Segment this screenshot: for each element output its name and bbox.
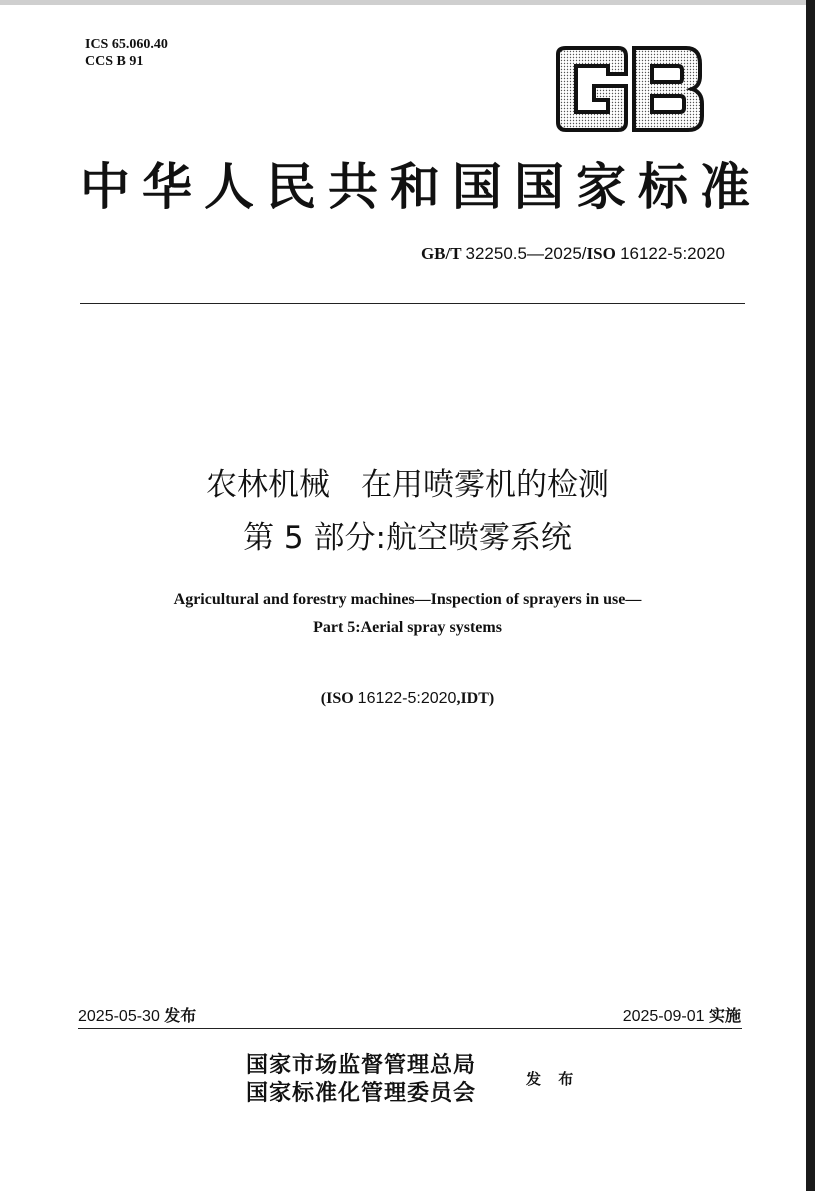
chinese-title-line2: 第 5 部分:航空喷雾系统 xyxy=(243,520,572,556)
issue-date xyxy=(78,1003,196,1026)
equivalence-note xyxy=(40,690,775,708)
iso-code: 16122-5:2020 xyxy=(620,244,725,263)
title-char: 共 xyxy=(328,158,378,216)
publish-label: 发 布 xyxy=(526,1070,580,1088)
gb-logo xyxy=(548,44,708,134)
standard-number xyxy=(380,244,725,264)
implement-label: 实施 xyxy=(708,1006,741,1025)
chinese-title-line1: 农林机械 在用喷雾机的检测 xyxy=(206,467,609,503)
issuer-samr: 国家市场监督管理总局 xyxy=(246,1052,477,1078)
title-char: 国 xyxy=(452,158,502,216)
equivalence-code: 16122-5:2020 xyxy=(357,690,457,707)
title-char: 华 xyxy=(142,158,192,216)
english-title-line1: Agricultural and forestry machines—Inspection of sprayers in use— xyxy=(173,591,642,608)
std-code: 32250.5—2025/ xyxy=(465,244,587,263)
title-char: 家 xyxy=(576,158,626,216)
english-title-line2: Part 5:Aerial spray systems xyxy=(313,619,502,636)
footer-divider xyxy=(78,1028,742,1029)
issue-label: 发布 xyxy=(164,1006,197,1025)
ics-code: ICS 65.060.40 xyxy=(85,37,168,52)
title-char: 准 xyxy=(700,158,750,216)
issuer-sac: 国家标准化管理委员会 xyxy=(246,1080,477,1106)
implement-date-value: 2025-09-01 xyxy=(622,1008,705,1025)
scan-right-edge xyxy=(806,0,815,1191)
title-char: 人 xyxy=(204,158,254,216)
issue-date-value: 2025-05-30 xyxy=(78,1008,160,1025)
header-divider xyxy=(80,303,745,304)
national-standard-title xyxy=(80,152,750,222)
implement-date xyxy=(480,1003,741,1026)
iso-prefix: ISO xyxy=(586,244,616,263)
classification-codes xyxy=(85,36,168,70)
title-char: 中 xyxy=(80,158,130,216)
ccs-code: CCS B 91 xyxy=(85,54,144,69)
equivalence-open: (ISO xyxy=(320,690,358,707)
equivalence-close: ,IDT) xyxy=(456,690,495,707)
std-prefix: GB/T xyxy=(420,244,462,263)
title-char: 标 xyxy=(638,158,688,216)
title-char: 和 xyxy=(390,158,440,216)
scan-top-edge xyxy=(0,0,815,5)
title-char: 国 xyxy=(514,158,564,216)
title-char: 民 xyxy=(266,158,316,216)
